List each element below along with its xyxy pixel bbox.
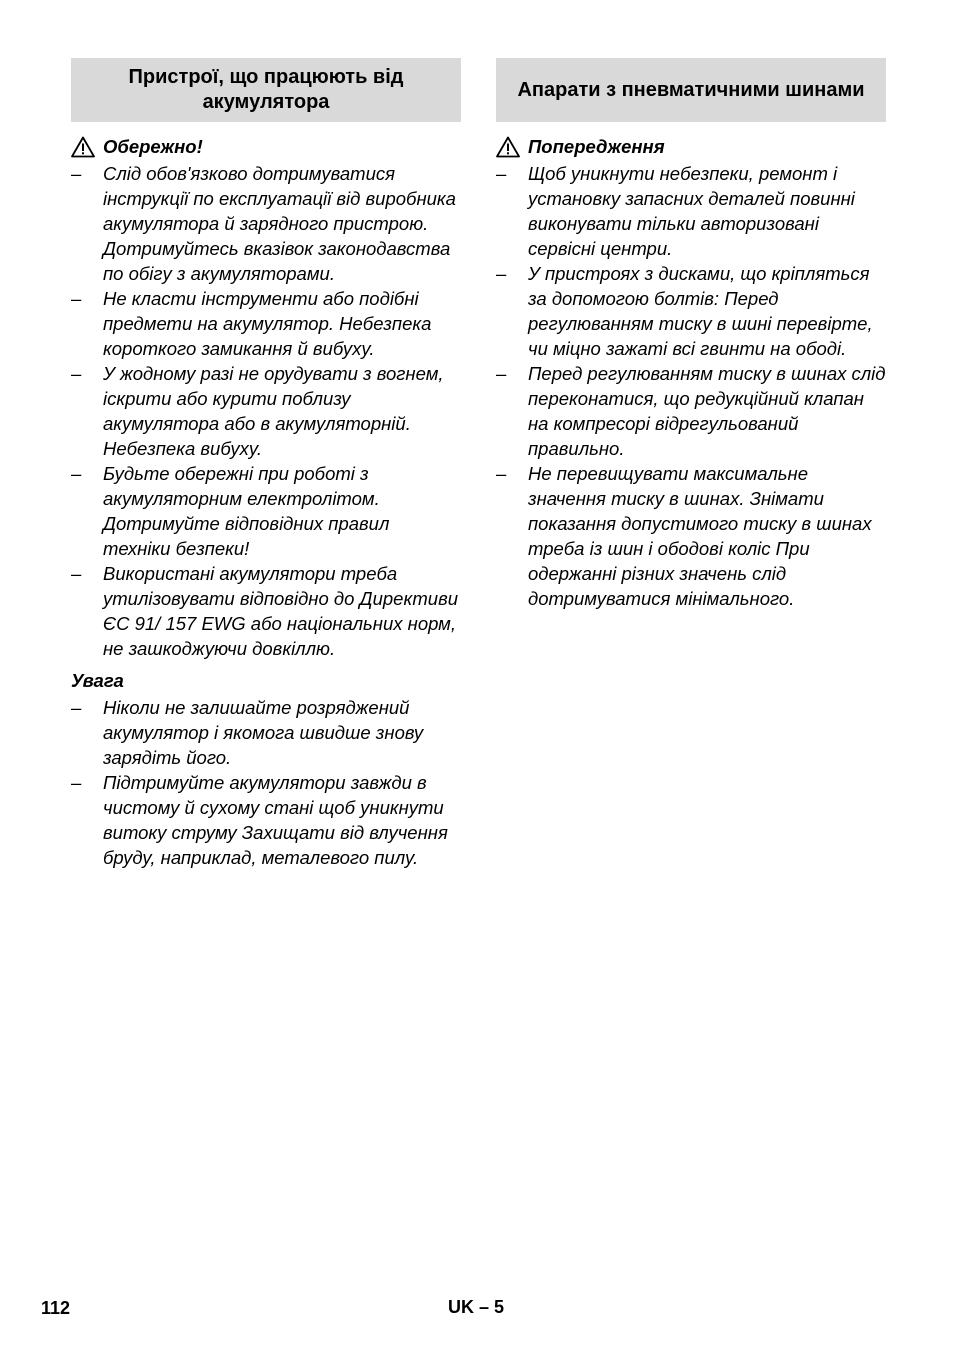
bullet-dash: –	[71, 163, 82, 184]
warning-list	[496, 161, 886, 611]
warning-triangle-icon	[496, 136, 520, 158]
list-item	[71, 695, 461, 770]
page-number: 112	[41, 1298, 71, 1318]
list-item	[496, 361, 886, 461]
bullet-dash: –	[496, 263, 507, 284]
list-item	[496, 161, 886, 261]
list-item-text: Ніколи не залишайте розряджений акумулятор і якомога швидше знову зарядіть його.	[103, 697, 424, 768]
bullet-dash: –	[71, 772, 82, 793]
list-item	[71, 161, 461, 286]
bullet-dash: –	[71, 463, 82, 484]
left-column	[71, 58, 461, 870]
bullet-dash: –	[71, 697, 82, 718]
list-item-text: Перед регулюванням тиску в шинах слід переконатися, що редукційний клапан на компресорі відрегульований правильно.	[528, 363, 886, 459]
list-item	[71, 286, 461, 361]
section-header-battery	[71, 58, 461, 122]
list-item	[496, 261, 886, 361]
section-title: Апарати з пневматичними шинами	[517, 78, 865, 101]
bullet-dash: –	[71, 563, 82, 584]
section-code: UK – 5	[448, 1297, 505, 1317]
bullet-dash: –	[496, 463, 507, 484]
warning-label: Обережно!	[103, 136, 203, 157]
warning-triangle-icon	[71, 136, 95, 158]
warning-list	[71, 161, 461, 661]
list-item	[71, 361, 461, 461]
list-item	[71, 461, 461, 561]
list-item-text: У пристроях з дисками, що кріпляться за допомогою болтів: Перед регулюванням тиску в шині перевірте, чи міцно зажаті всі гвинти на ободі.	[528, 263, 873, 359]
warning-heading	[71, 134, 461, 159]
list-item-text: Будьте обережні при роботі з акумуляторним електролітом. Дотримуйте відповідних правил техніки безпеки!	[103, 463, 390, 559]
list-item-text: Щоб уникнути небезпеки, ремонт і установку запасних деталей повинні виконувати тільки авторизовані сервісні центри.	[528, 163, 855, 259]
list-item	[496, 461, 886, 611]
note-list	[71, 695, 461, 870]
section-header-pneumatic	[496, 58, 886, 122]
bullet-dash: –	[71, 363, 82, 384]
list-item-text: У жодному разі не орудувати з вогнем, іскрити або курити поблизу акумулятора або в акумуляторній. Небезпека вибуху.	[103, 363, 444, 459]
right-column	[496, 58, 886, 611]
list-item-text: Підтримуйте акумулятори завжди в чистому й сухому стані щоб уникнути витоку струму Захищати від влучення бруду, наприклад, металевого пилу.	[103, 772, 448, 868]
list-item-text: Використані акумулятори треба утилізовувати відповідно до Директиви ЄС 91/ 157 EWG або національних норм, не зашкоджуючи довкіллю.	[103, 563, 459, 659]
list-item	[71, 561, 461, 661]
list-item	[71, 770, 461, 870]
list-item-text: Не класти інструменти або подібні предмети на акумулятор. Небезпека короткого замикання й вибуху.	[103, 288, 432, 359]
bullet-dash: –	[496, 363, 507, 384]
warning-label: Попередження	[528, 136, 665, 157]
warning-heading	[496, 134, 886, 159]
section-title: Пристрої, що працюють від акумулятора	[128, 66, 404, 113]
bullet-dash: –	[496, 163, 507, 184]
list-item-text: Слід обов'язково дотримуватися інструкції по експлуатації від виробника акумулятора й зарядного пристрою. Дотримуйтесь вказівок законодавства по обігу з акумуляторами.	[103, 163, 456, 284]
note-heading: Увага	[71, 670, 124, 691]
list-item-text: Не перевищувати максимальне значення тиску в шинах. Знімати показання допустимого тиску в шинах треба із шин і ободові коліс При одержанні різних значень слід дотримуватися мінімального.	[528, 463, 872, 609]
bullet-dash: –	[71, 288, 82, 309]
